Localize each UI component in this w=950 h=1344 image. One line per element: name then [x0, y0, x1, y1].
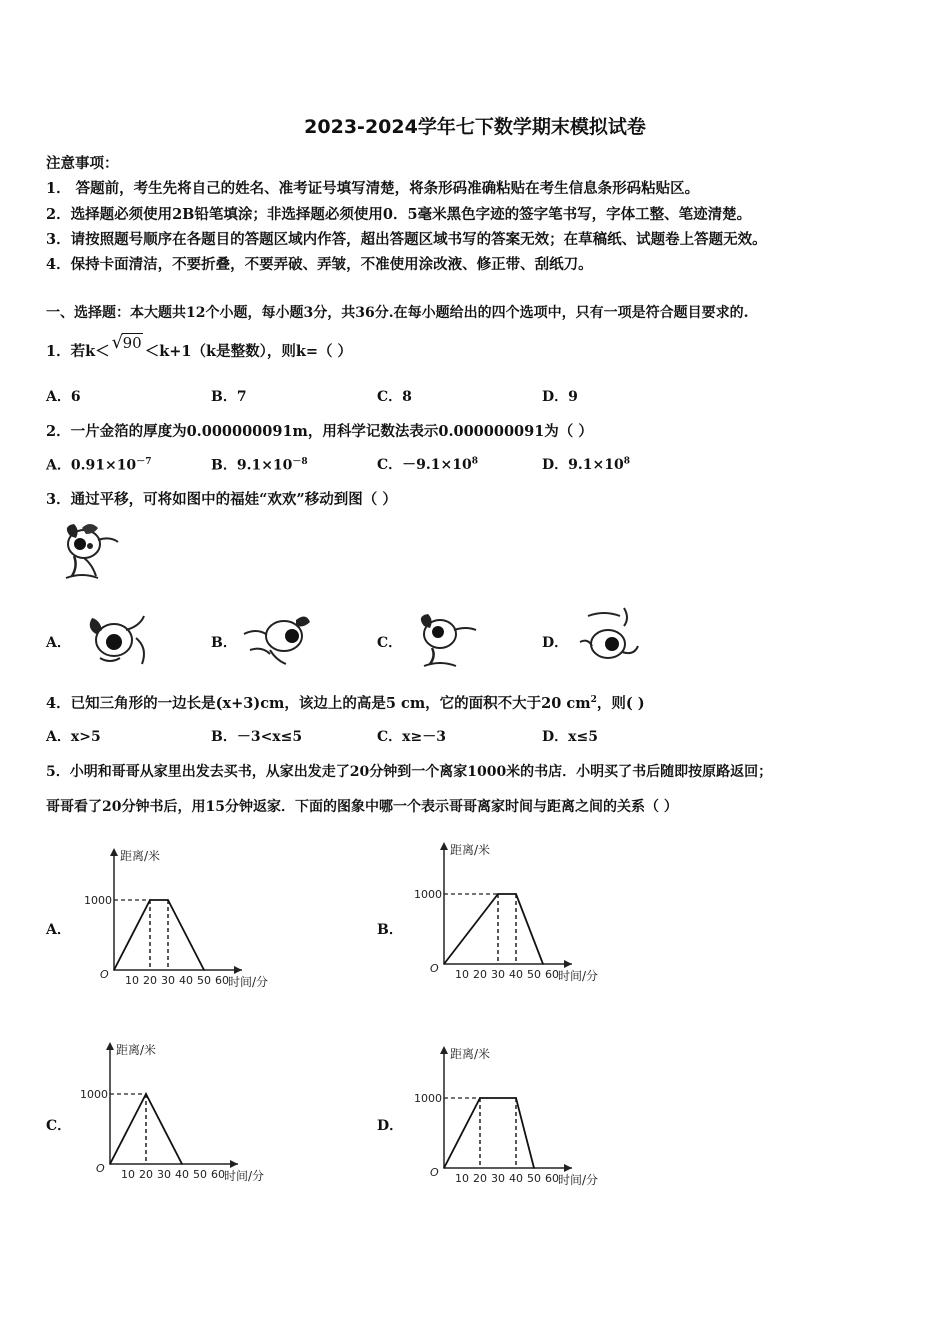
q4-option-a[interactable]: A．x>5: [46, 729, 101, 745]
x-tick-label: 30: [491, 1172, 505, 1185]
y-tick-label: 1000: [84, 894, 112, 907]
x-tick-label: 50: [527, 968, 541, 981]
y-axis-arrow: [440, 842, 448, 850]
x-axis-label: 时间/分: [228, 975, 269, 989]
question-5-line-2: 哥哥看了20分钟书后，用15分钟返家．下面的图象中哪一个表示哥哥离家时间与距离之间的关系（ ）: [46, 799, 678, 815]
q2-option-c-base: C．－9.1×10: [377, 457, 472, 473]
x-tick-label: 20: [473, 1172, 487, 1185]
y-tick-label: 1000: [80, 1088, 108, 1101]
x-tick-label: 50: [193, 1168, 207, 1181]
q4-text-a: 4．已知三角形的一边长是(x+3)cm，该边上的高是5 cm，它的面积不大于20 cm: [46, 695, 591, 712]
q3-option-a[interactable]: A．: [46, 635, 71, 651]
x-tick-label: 30: [161, 974, 175, 987]
x-axis-arrow: [230, 1160, 238, 1168]
q4-exponent: 2: [590, 695, 597, 706]
x-tick-label: 40: [175, 1168, 189, 1181]
y-axis-label: 距离/米: [450, 843, 491, 857]
x-axis-label: 时间/分: [224, 1169, 265, 1183]
q3-option-b-image[interactable]: [240, 606, 316, 668]
page-title: 2023-2024学年七下数学期末模拟试卷: [304, 116, 646, 138]
graph-d: [414, 1040, 626, 1200]
q5-option-b[interactable]: B．: [377, 922, 403, 938]
data-point: [515, 1097, 517, 1099]
data-point: [113, 969, 115, 971]
notice-item-2: 2．选择题必须使用2B铅笔填涂；非选择题必须使用0．5毫米黑色字迹的签字笔书写，字体工整、笔迹清楚。: [46, 206, 752, 223]
notice-item-1: 1． 答题前，考生先将自己的姓名、准考证号填写清楚，将条形码准确粘贴在考生信息条形码粘贴区。: [46, 180, 700, 197]
origin-label: O: [430, 1166, 439, 1179]
q2-option-a[interactable]: [46, 454, 151, 475]
q3-option-c-image[interactable]: [410, 608, 482, 670]
data-point: [149, 899, 151, 901]
x-axis-arrow: [564, 1164, 572, 1172]
data-point: [497, 893, 499, 895]
x-tick-label: 20: [143, 974, 157, 987]
mascot-drawing: [66, 524, 118, 578]
q2-option-b-base: B．9.1×10: [211, 457, 293, 474]
x-tick-label: 10: [455, 1172, 469, 1185]
section-heading: 一、选择题：本大题共12个小题，每小题3分，共36分.在每小题给出的四个选项中，只有一项是符合题目要求的.: [46, 305, 749, 321]
q3-option-b[interactable]: B．: [211, 635, 237, 651]
origin-label: O: [100, 968, 109, 981]
q5-option-a[interactable]: A．: [46, 922, 71, 938]
q1-radicand: 90: [122, 334, 142, 352]
x-tick-label: 60: [211, 1168, 225, 1181]
question-2: 2．一片金箔的厚度为0.000000091m，用科学记数法表示0.000000091为（ ）: [46, 423, 593, 440]
x-axis-arrow: [564, 960, 572, 968]
q2-option-a-exp: －7: [136, 457, 152, 467]
x-tick-label: 20: [139, 1168, 153, 1181]
series-line: [444, 894, 543, 964]
q5-option-d[interactable]: D．: [377, 1118, 404, 1134]
x-tick-label: 60: [545, 1172, 559, 1185]
question-3: 3．通过平移，可将如图中的福娃“欢欢”移动到图（ ）: [46, 491, 397, 508]
x-tick-label: 30: [157, 1168, 171, 1181]
q2-option-c[interactable]: [377, 454, 478, 474]
q2-option-d-base: D．9.1×10: [542, 457, 624, 473]
sqrt-symbol: √ 90: [111, 332, 142, 353]
q2-option-d[interactable]: [542, 454, 630, 474]
x-tick-label: 40: [509, 1172, 523, 1185]
graph-b: [414, 836, 626, 996]
mascot-figure: [52, 518, 122, 582]
series-line: [444, 1098, 534, 1168]
q2-option-d-exp: 8: [623, 456, 630, 467]
q1-suffix: ＜k+1（k是整数），则k=（ ）: [144, 343, 353, 360]
x-axis-label: 时间/分: [558, 969, 599, 983]
notice-item-4: 4．保持卡面清洁，不要折叠，不要弄破、弄皱，不准使用涂改液、修正带、刮纸刀。: [46, 256, 593, 273]
data-point: [533, 1167, 535, 1169]
notice-item-3: 3．请按照题号顺序在各题目的答题区域内作答，超出答题区域书写的答案无效；在草稿纸、试题卷上答题无效。: [46, 231, 767, 248]
data-point: [203, 969, 205, 971]
q4-option-d[interactable]: D．x≤5: [542, 729, 598, 745]
x-tick-label: 60: [545, 968, 559, 981]
origin-label: O: [430, 962, 439, 975]
data-point: [479, 1097, 481, 1099]
series-line: [114, 900, 204, 970]
x-tick-label: 60: [215, 974, 229, 987]
q2-option-b[interactable]: [211, 454, 308, 475]
y-axis-label: 距离/米: [116, 1043, 157, 1057]
data-point: [443, 963, 445, 965]
data-point: [443, 1167, 445, 1169]
y-axis-arrow: [440, 1046, 448, 1054]
q4-option-b[interactable]: B．－3<x≤5: [211, 729, 303, 745]
q2-option-b-exp: －8: [292, 457, 308, 467]
q4-text-b: ，则( ): [596, 695, 645, 712]
y-axis-label: 距离/米: [450, 1047, 491, 1061]
x-tick-label: 50: [527, 1172, 541, 1185]
q1-option-b[interactable]: B．7: [211, 389, 247, 405]
x-tick-label: 40: [509, 968, 523, 981]
q3-option-d[interactable]: D．: [542, 635, 569, 651]
y-tick-label: 1000: [414, 888, 442, 901]
x-axis-label: 时间/分: [558, 1173, 599, 1187]
q3-option-d-image[interactable]: [574, 604, 646, 668]
q1-option-a[interactable]: A．6: [46, 389, 81, 405]
q3-option-a-image[interactable]: [80, 608, 152, 668]
data-point: [542, 963, 544, 965]
x-tick-label: 30: [491, 968, 505, 981]
y-tick-label: 1000: [414, 1092, 442, 1105]
x-tick-label: 10: [125, 974, 139, 987]
data-point: [109, 1163, 111, 1165]
y-axis-label: 距离/米: [120, 849, 161, 863]
notice-heading: 注意事项：: [46, 155, 119, 172]
graph-a: [84, 842, 296, 1002]
y-axis-arrow: [106, 1042, 114, 1050]
x-tick-label: 50: [197, 974, 211, 987]
q1-prefix: 1．若k＜: [46, 343, 110, 360]
q2-option-c-exp: 8: [471, 456, 478, 467]
x-tick-label: 40: [179, 974, 193, 987]
data-point: [515, 893, 517, 895]
question-1: [46, 332, 353, 361]
q5-option-c[interactable]: C．: [46, 1118, 72, 1134]
data-point: [181, 1163, 183, 1165]
x-tick-label: 10: [121, 1168, 135, 1181]
x-tick-label: 10: [455, 968, 469, 981]
y-axis-arrow: [110, 848, 118, 856]
graph-c: [80, 1036, 292, 1196]
q4-option-c[interactable]: C．x≥－3: [377, 729, 446, 745]
data-point: [145, 1093, 147, 1095]
q1-option-c[interactable]: C．8: [377, 389, 412, 405]
question-5-line-1: 5．小明和哥哥从家里出发去买书，从家出发走了20分钟到一个离家1000米的书店．小明买了书后随即按原路返回；: [46, 764, 773, 780]
x-axis-arrow: [234, 966, 242, 974]
question-4: [46, 692, 645, 713]
x-tick-label: 20: [473, 968, 487, 981]
data-point: [167, 899, 169, 901]
q3-option-c[interactable]: C．: [377, 635, 403, 651]
origin-label: O: [96, 1162, 105, 1175]
q2-option-a-base: A．0.91×10: [46, 457, 137, 474]
q1-option-d[interactable]: D．9: [542, 389, 578, 405]
